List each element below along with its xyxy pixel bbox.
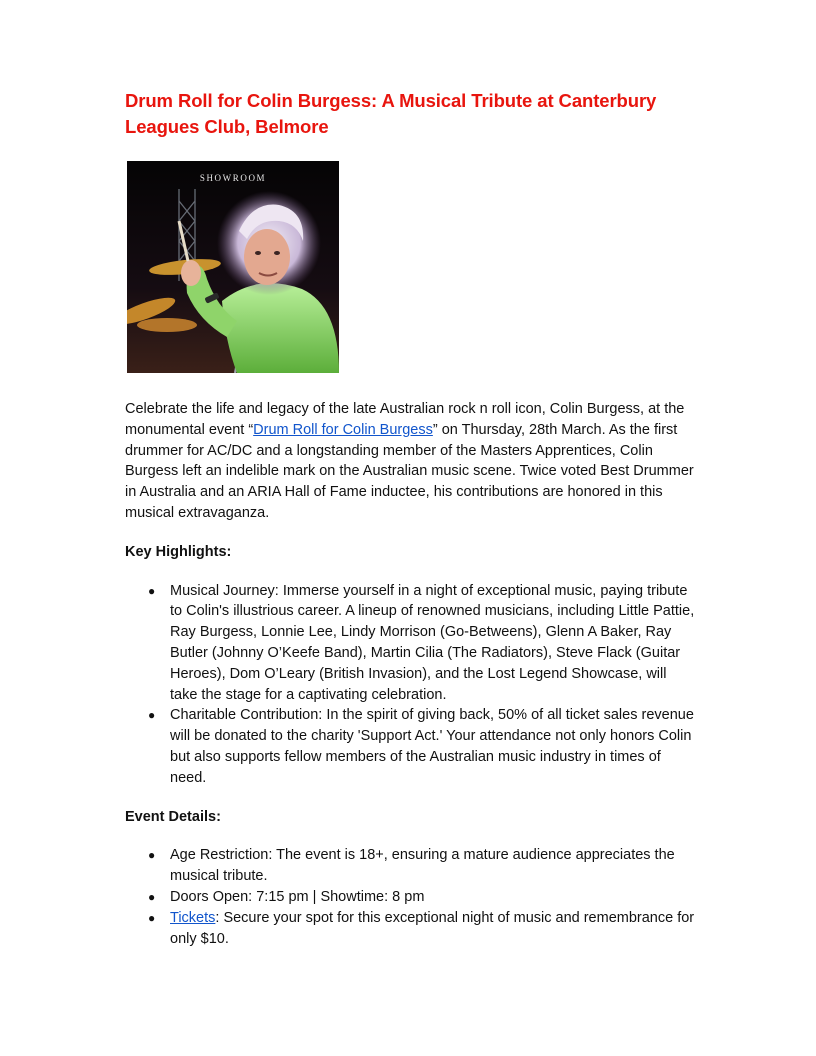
list-item bbox=[148, 908, 695, 950]
intro-text-start: Celebrate the life and legacy of the late Australian rock n roll icon, Colin Burgess, at the monumental event “ bbox=[125, 401, 685, 438]
bullet-icon: ● bbox=[148, 583, 156, 598]
event-link[interactable]: Drum Roll for Colin Burgess bbox=[253, 421, 433, 438]
document-page bbox=[125, 88, 695, 949]
list-item bbox=[148, 705, 695, 788]
bullet-icon: ● bbox=[148, 889, 156, 904]
bullet-icon: ● bbox=[148, 708, 156, 723]
highlight-charitable-contribution: Charitable Contribution: In the spirit of giving back, 50% of all ticket sales revenue will be donated to the charity 'Support Act.' Your attendance not only honors Colin but also supports fellow members of the Australian music industry in times of need. bbox=[170, 707, 694, 786]
event-details-heading: Event Details: bbox=[125, 808, 221, 825]
poster-showroom-label: SHOWROOM bbox=[199, 173, 267, 183]
detail-age-restriction: Age Restriction: The event is 18+, ensuring a mature audience appreciates the musical tribute. bbox=[170, 847, 675, 885]
event-details-list bbox=[125, 845, 695, 949]
tickets-link[interactable]: Tickets bbox=[170, 909, 216, 926]
highlight-musical-journey: Musical Journey: Immerse yourself in a night of exceptional music, paying tribute to Colin's illustrious career. A lineup of renowned musicians, including Little Pattie, Ray Burgess, Lonnie Lee, Lindy Morrison (Go-Betweens), Glenn A Baker, Ray Butler (Johnny O’Keefe Band), Martin Cilia (The Radiators), Steve Flack (Guitar Heroes), Dom O’Leary (British Invasion), and the Lost Legend Showcase, will take the stage for a captivating celebration. bbox=[170, 582, 695, 703]
key-highlights-list bbox=[125, 581, 695, 789]
intro-paragraph bbox=[125, 399, 695, 524]
list-item bbox=[148, 845, 695, 887]
document-title: Drum Roll for Colin Burgess: A Musical Tribute at Canterbury Leagues Club, Belmore bbox=[125, 90, 657, 137]
bullet-icon: ● bbox=[148, 848, 156, 863]
key-highlights-heading: Key Highlights: bbox=[125, 543, 232, 560]
bullet-icon: ● bbox=[148, 910, 156, 925]
intro-text-end: ” on Thursday, 28th March. As the first drummer for AC/DC and a longstanding member of the Masters Apprentices, Colin Burgess left an indelible mark on the Australian music scene. Twice voted Best Drummer in Australia and an ARIA Hall of Fame inductee, his contributions are honored in this musical extravaganza. bbox=[125, 421, 694, 521]
list-item bbox=[148, 581, 695, 706]
detail-tickets-text: : Secure your spot for this exceptional night of music and remembrance for only $10. bbox=[170, 909, 695, 947]
poster-artwork bbox=[127, 161, 339, 373]
event-poster-image bbox=[127, 161, 339, 373]
detail-doors-open: Doors Open: 7:15 pm | Showtime: 8 pm bbox=[170, 888, 425, 905]
list-item bbox=[148, 887, 695, 908]
